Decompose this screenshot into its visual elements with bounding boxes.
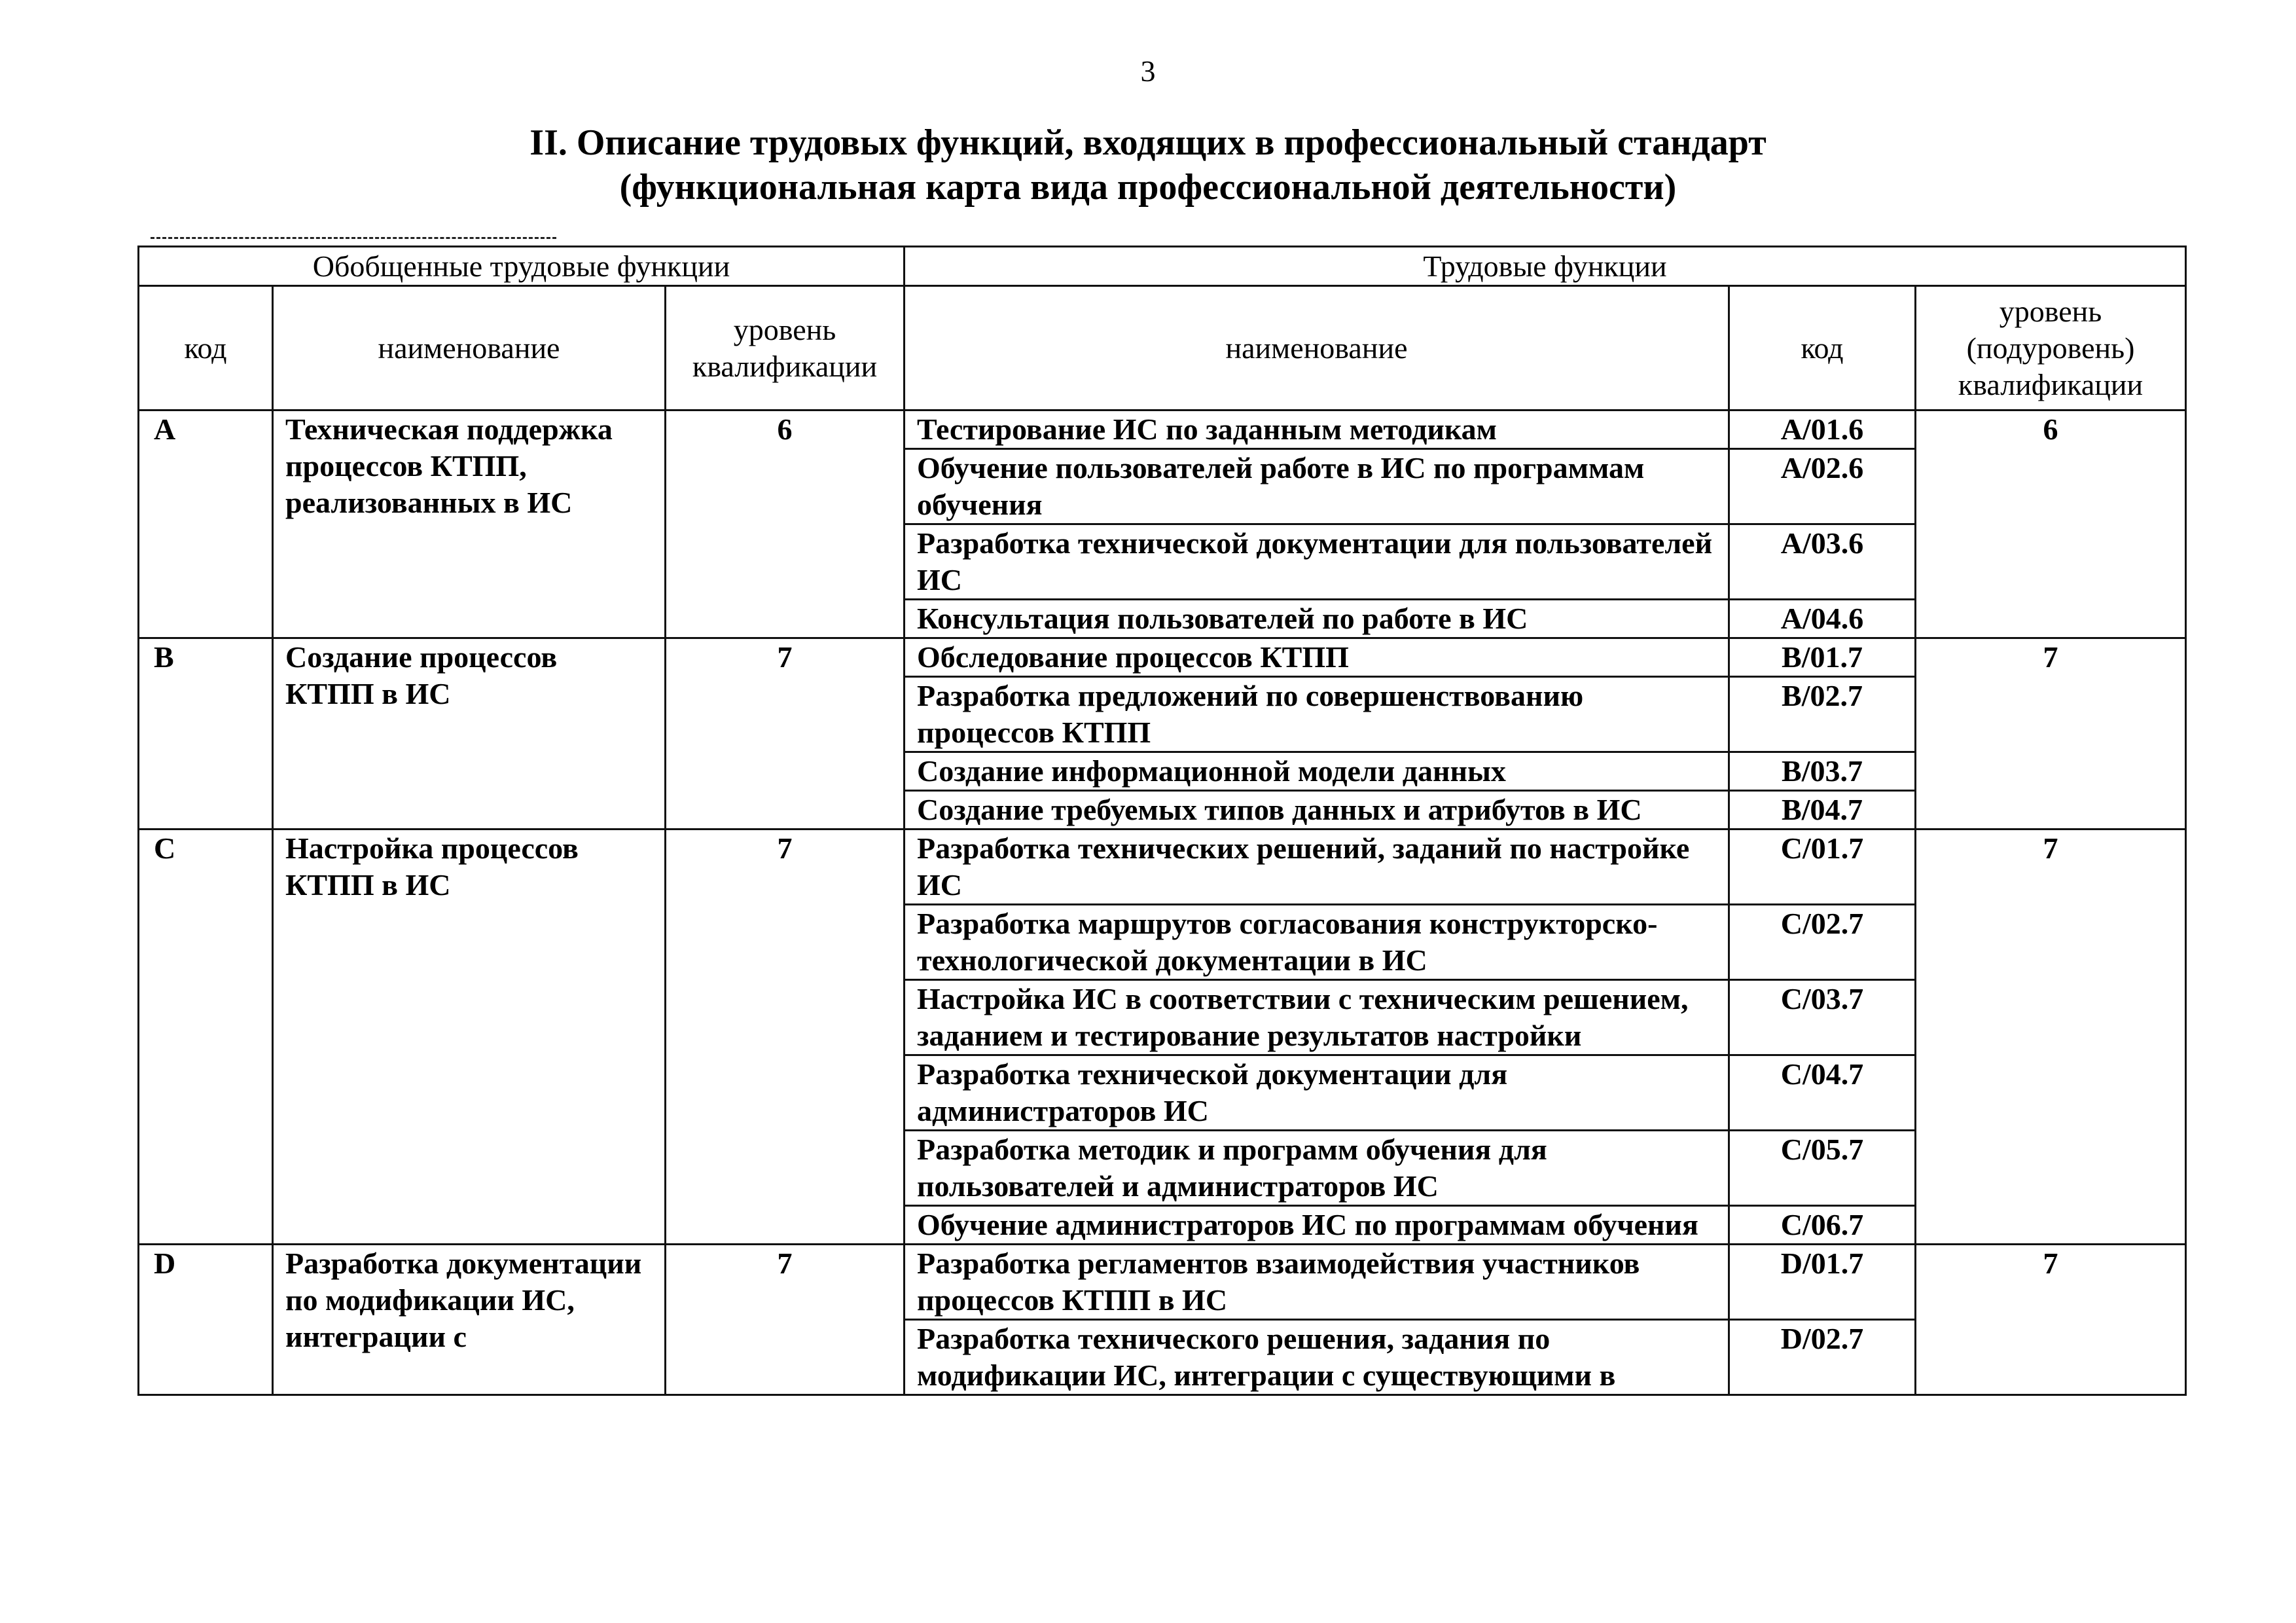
function-code: A/01.6 (1729, 410, 1916, 449)
function-name: Разработка предложений по совершенствованию процессов КТПП (905, 677, 1729, 752)
group-code: B (139, 638, 273, 830)
group-code: A (139, 410, 273, 638)
function-sublevel: 7 (1916, 830, 2186, 1245)
function-name: Разработка маршрутов согласования конструкторско-технологической документации в ИС (905, 905, 1729, 980)
group-level: 7 (666, 638, 905, 830)
function-code: B/02.7 (1729, 677, 1916, 752)
function-code: C/05.7 (1729, 1131, 1916, 1206)
table-row (139, 638, 2186, 677)
function-name: Разработка методик и программ обучения для пользователей и администраторов ИС (905, 1131, 1729, 1206)
function-name: Обучение пользователей работе в ИС по программам обучения (905, 449, 1729, 524)
function-name: Консультация пользователей по работе в ИС (905, 600, 1729, 638)
group-code: C (139, 830, 273, 1245)
function-name: Разработка технических решений, заданий по настройке ИС (905, 830, 1729, 905)
group-name: Создание процессов КТПП в ИС (273, 638, 666, 830)
function-code: B/03.7 (1729, 752, 1916, 791)
functional-map-table (137, 246, 2187, 1396)
generalized-functions-header: Обобщенные трудовые функции (139, 247, 905, 286)
function-name: Разработка технического решения, задания по модификации ИС, интеграции с существующими в (905, 1320, 1729, 1395)
function-name: Создание требуемых типов данных и атрибутов в ИС (905, 791, 1729, 830)
function-code: D/02.7 (1729, 1320, 1916, 1395)
function-code: D/01.7 (1729, 1245, 1916, 1320)
function-name: Настройка ИС в соответствии с техническим решением, заданием и тестирование результатов настройки (905, 980, 1729, 1055)
function-name: Разработка технической документации для пользователей ИС (905, 524, 1729, 600)
function-name: Тестирование ИС по заданным методикам (905, 410, 1729, 449)
page-title (0, 120, 2296, 210)
function-code: A/03.6 (1729, 524, 1916, 600)
function-code: C/03.7 (1729, 980, 1916, 1055)
function-code: C/06.7 (1729, 1206, 1916, 1245)
function-code: A/02.6 (1729, 449, 1916, 524)
group-name: Разработка документации по модификации ИС, интеграции с (273, 1245, 666, 1395)
group-name: Техническая поддержка процессов КТПП, реализованных в ИС (273, 410, 666, 638)
col-header-code: код (139, 286, 273, 410)
group-code: D (139, 1245, 273, 1395)
group-name: Настройка процессов КТПП в ИС (273, 830, 666, 1245)
table-row (139, 1245, 2186, 1320)
page-number: 3 (1140, 54, 1156, 88)
function-name: Разработка технической документации для администраторов ИС (905, 1055, 1729, 1131)
column-header-row (139, 286, 2186, 410)
labor-functions-header: Трудовые функции (905, 247, 2186, 286)
title-line-2: (функциональная карта вида профессиональной деятельности) (619, 167, 1677, 208)
function-code: C/01.7 (1729, 830, 1916, 905)
function-sublevel: 7 (1916, 1245, 2186, 1395)
function-code: B/04.7 (1729, 791, 1916, 830)
table-row (139, 410, 2186, 449)
group-header-row (139, 247, 2186, 286)
function-name: Обучение администраторов ИС по программам обучения (905, 1206, 1729, 1245)
function-sublevel: 6 (1916, 410, 2186, 638)
col-header-name: наименование (273, 286, 666, 410)
title-line-1: II. Описание трудовых функций, входящих в профессиональный стандарт (529, 122, 1767, 163)
function-name: Обследование процессов КТПП (905, 638, 1729, 677)
function-code: C/04.7 (1729, 1055, 1916, 1131)
function-code: C/02.7 (1729, 905, 1916, 980)
function-name: Создание информационной модели данных (905, 752, 1729, 791)
function-code: B/01.7 (1729, 638, 1916, 677)
col-header-tf-name: наименование (905, 286, 1729, 410)
col-header-tf-code: код (1729, 286, 1916, 410)
function-sublevel: 7 (1916, 638, 2186, 830)
function-name: Разработка регламентов взаимодействия участников процессов КТПП в ИС (905, 1245, 1729, 1320)
group-level: 7 (666, 830, 905, 1245)
scan-dashed-line (151, 237, 556, 239)
col-header-level: уровень квалификации (666, 286, 905, 410)
function-code: A/04.6 (1729, 600, 1916, 638)
group-level: 7 (666, 1245, 905, 1395)
group-level: 6 (666, 410, 905, 638)
col-header-tf-level: уровень (подуровень) квалификации (1916, 286, 2186, 410)
table-row (139, 830, 2186, 905)
